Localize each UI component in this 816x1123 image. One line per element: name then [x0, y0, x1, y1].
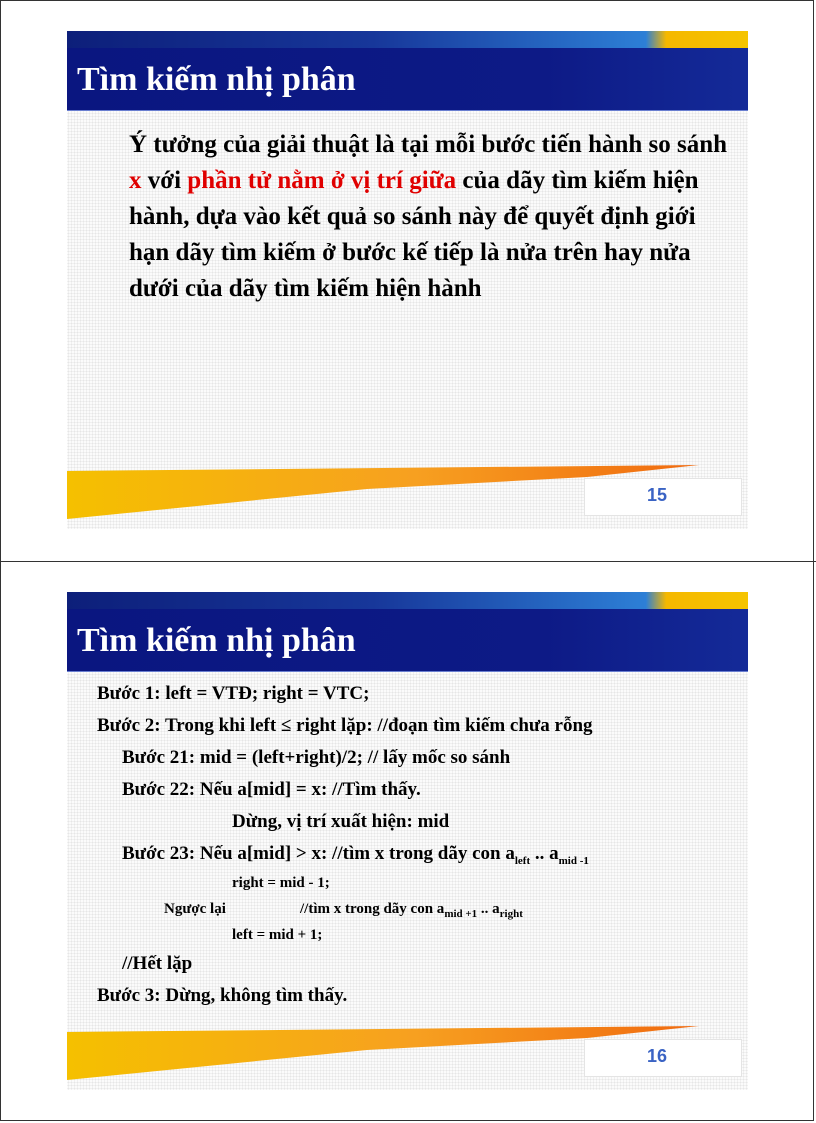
page-number: 15: [646, 485, 667, 505]
step-22: Bước 22: Nếu a[mid] = x: //Tìm thấy.: [122, 779, 421, 800]
subscript-right: right: [499, 908, 523, 920]
slide-15: [67, 31, 748, 529]
body-text-part: của dãy tìm kiếm hiện hành, dựa vào kết quả so sánh này để quyết định giới hạn dãy tìm kiếm ở bước kế tiếp là nửa trên hay nửa dưới của dãy tìm kiếm hiện hành: [129, 167, 699, 302]
right-assign: right = mid - 1;: [232, 875, 330, 891]
step-2: Bước 2: Trong khi left ≤ right lặp: //đoạn tìm kiếm chưa rỗng: [97, 715, 593, 736]
step-22-stop: Dừng, vị trí xuất hiện: mid: [232, 811, 450, 832]
page-number: 16: [646, 1046, 667, 1066]
step-23-range: .. a: [530, 843, 559, 864]
slide-title: Tìm kiếm nhị phân: [77, 622, 356, 659]
body-text-part: Ý tưởng của giải thuật là tại mỗi bước tiến hành so sánh: [129, 131, 728, 158]
page-number-box: [584, 1039, 742, 1077]
step-23-text: Bước 23: Nếu a[mid] > x: //tìm x trong dãy con a: [122, 843, 515, 864]
slide-16: [67, 592, 748, 1090]
page-number-box: [584, 478, 742, 516]
slide-title-bar: [67, 48, 748, 111]
subscript-left: left: [514, 854, 531, 867]
else-label: Ngược lại: [164, 901, 226, 917]
highlight-x: x: [129, 167, 142, 194]
else-comment-range: .. a: [477, 901, 500, 917]
end-loop: //Hết lặp: [122, 953, 193, 974]
left-assign: left = mid + 1;: [232, 927, 323, 943]
page-divider: [0, 561, 816, 562]
step-1: Bước 1: left = VTĐ; right = VTC;: [97, 683, 370, 704]
subscript-mid-plus-1: mid +1: [444, 908, 478, 920]
highlight-middle-element: phần tử nằm ở vị trí giữa: [187, 167, 457, 194]
slide-top-stripe: [67, 31, 748, 48]
algorithm-steps: [67, 592, 748, 1032]
slide-body-text: [129, 127, 739, 307]
slide-title: Tìm kiếm nhị phân: [77, 61, 356, 98]
step-21: Bước 21: mid = (left+right)/2; // lấy mốc so sánh: [122, 747, 511, 768]
subscript-mid-minus-1: mid -1: [558, 854, 589, 867]
step-23: [122, 843, 589, 872]
else-comment-text: //tìm x trong dãy con a: [300, 901, 445, 917]
else-comment: [300, 898, 523, 925]
step-3: Bước 3: Dừng, không tìm thấy.: [97, 985, 348, 1006]
body-text-part: với: [141, 167, 188, 194]
